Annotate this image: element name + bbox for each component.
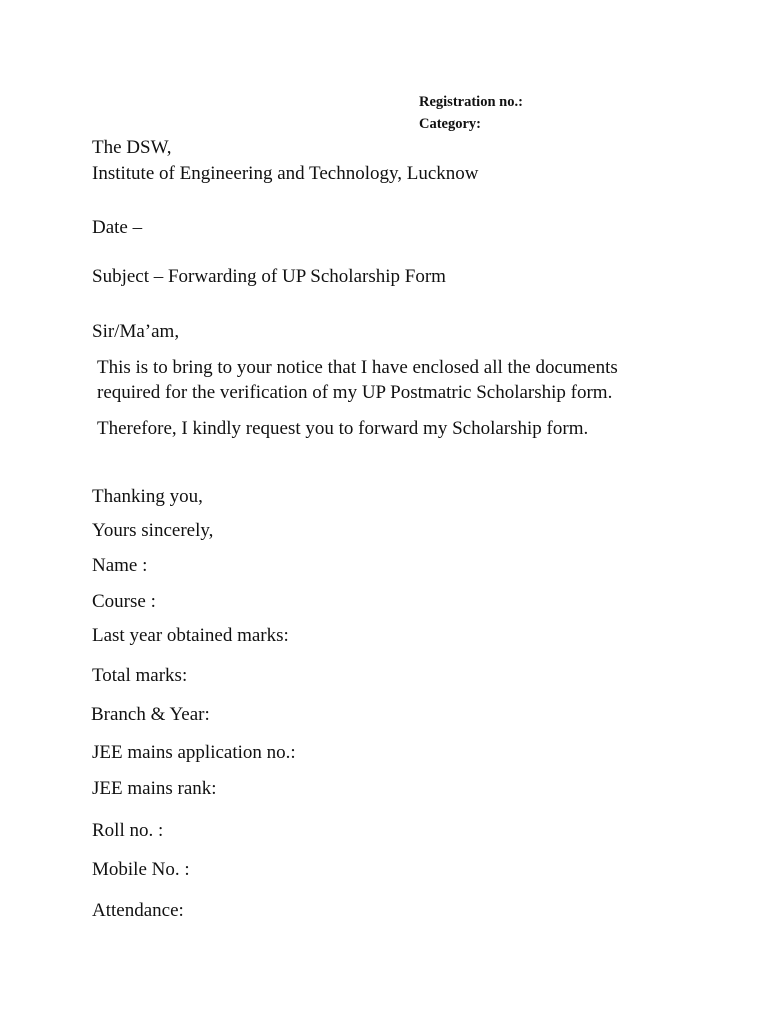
field-course: Course : [92, 591, 156, 612]
field-jee-application: JEE mains application no.: [92, 742, 296, 763]
field-name: Name : [92, 555, 148, 576]
field-attendance: Attendance: [92, 900, 184, 921]
field-branch-year: Branch & Year: [91, 704, 210, 725]
closing-thanks: Thanking you, [92, 486, 203, 507]
registration-label: Registration no.: [419, 94, 523, 110]
recipient-line-1: The DSW, [92, 137, 172, 158]
subject-line: Subject – Forwarding of UP Scholarship Form [92, 266, 446, 287]
body-paragraph-1-line-2: required for the verification of my UP Postmatric Scholarship form. [97, 382, 613, 403]
field-jee-rank: JEE mains rank: [92, 778, 217, 799]
field-last-year-marks: Last year obtained marks: [92, 625, 289, 646]
field-roll-no: Roll no. : [92, 820, 164, 841]
date-line: Date – [92, 217, 143, 238]
body-paragraph-2: Therefore, I kindly request you to forward my Scholarship form. [97, 418, 589, 439]
salutation: Sir/Ma’am, [92, 321, 180, 342]
category-label: Category: [419, 116, 482, 132]
body-paragraph-1-line-1: This is to bring to your notice that I have enclosed all the documents [97, 357, 618, 378]
field-total-marks: Total marks: [92, 665, 188, 686]
closing-sign-off: Yours sincerely, [92, 520, 214, 541]
field-mobile-no: Mobile No. : [92, 859, 190, 880]
recipient-line-2: Institute of Engineering and Technology, Lucknow [92, 163, 479, 184]
